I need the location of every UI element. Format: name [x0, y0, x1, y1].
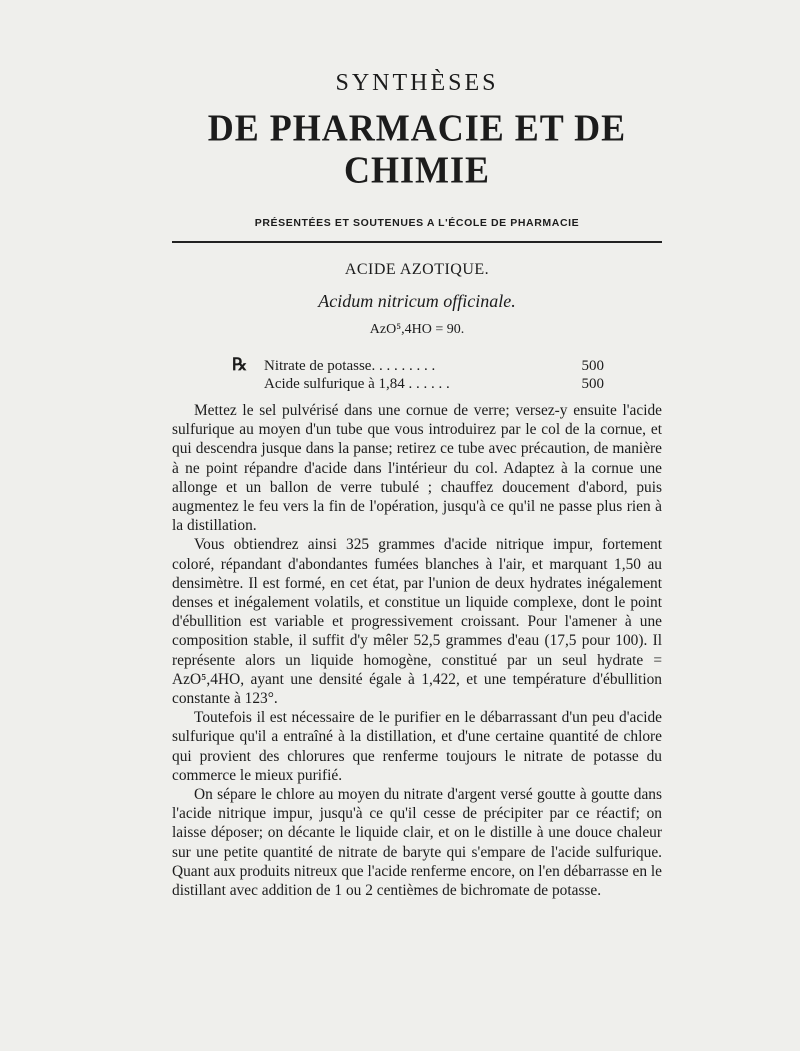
paragraph: Toutefois il est nécessaire de le purifier en le débarrassant d'un peu d'acide sulfurique qu'il a entraîné à la distillation, et d'une certaine quantité de chlore qui provient des chlorures que renferme toujours le nitrate de potasse du commerce le mieux purifié.	[172, 709, 662, 784]
section-heading: ACIDE AZOTIQUE.	[344, 261, 490, 278]
paragraph: Mettez le sel pulvérisé dans une cornue de verre; versez-y ensuite l'acide sulfurique au moyen d'un tube que vous introduirez par le col de la cornue, et qui descendra jusque dans la panse; retirez ce tube avec précaution, de manière à ne point répandre d'acide dans l'intérieur du col. Adaptez à la cornue une allonge et un ballon de verre tubulé ; chauffez doucement d'abord, puis augmentez le feu vers la fin de l'opération, jusqu'à ce qu'il ne passe plus rien à la distillation.	[172, 402, 662, 535]
ingredient: Acide sulfurique à 1,84 . . . . . .	[264, 376, 450, 392]
recipe-row	[232, 375, 604, 393]
title-pharmacie-chimie: DE PHARMACIE ET DE CHIMIE	[207, 107, 627, 191]
ingredient: Nitrate de potasse. . . . . . . . .	[264, 358, 436, 374]
latin-name: Acidum nitricum officinale.	[318, 291, 516, 311]
title-syntheses: SYNTHÈSES	[335, 70, 499, 96]
recipe-symbol-icon: ℞	[232, 355, 248, 374]
recipe-row	[232, 356, 604, 375]
chemical-formula: AzO⁵,4HO = 90.	[369, 322, 465, 337]
paragraph: On sépare le chlore au moyen du nitrate d'argent versé goutte à goutte dans l'acide nitrique impur, jusqu'à ce qu'il cesse de précipiter par ce réactif; on laisse déposer; on décante le liquide clair, et on le distille à une douce chaleur sur une petite quantité de nitrate de baryte qui s'empare de l'acide sulfurique. Quant aux produits nitreux que l'acide renferme encore, on l'en débarrasse en le distillant avec addition de 1 ou 2 centièmes de bichromate de potasse.	[172, 786, 662, 900]
quantity: 500	[581, 376, 604, 392]
body-text	[172, 401, 662, 900]
quantity: 500	[581, 358, 604, 374]
paragraph: Vous obtiendrez ainsi 325 grammes d'acide nitrique impur, fortement coloré, répandant d'abondantes fumées blanches à l'air, et marquant 1,50 au densimètre. Il est formé, en cet état, par l'union de deux hydrates inégalement denses et inégalement volatils, et constitue un liquide complexe, dont le point d'ébullition est variable et progressivement croissant. Pour l'amener à une composition stable, il suffit d'y mêler 52,5 grammes d'eau (17,5 pour 100). Il représente alors un liquide homogène, constitué par un seul hydrate = AzO⁵,4HO, ayant une densité égale à 1,422, et une température d'ébullition constante à 123°.	[172, 536, 662, 708]
recipe	[232, 356, 604, 393]
document-page	[172, 70, 662, 900]
subtitle: PRÉSENTÉES ET SOUTENUES A L'ÉCOLE DE PHARMACIE	[254, 217, 580, 229]
horizontal-rule	[172, 241, 662, 243]
